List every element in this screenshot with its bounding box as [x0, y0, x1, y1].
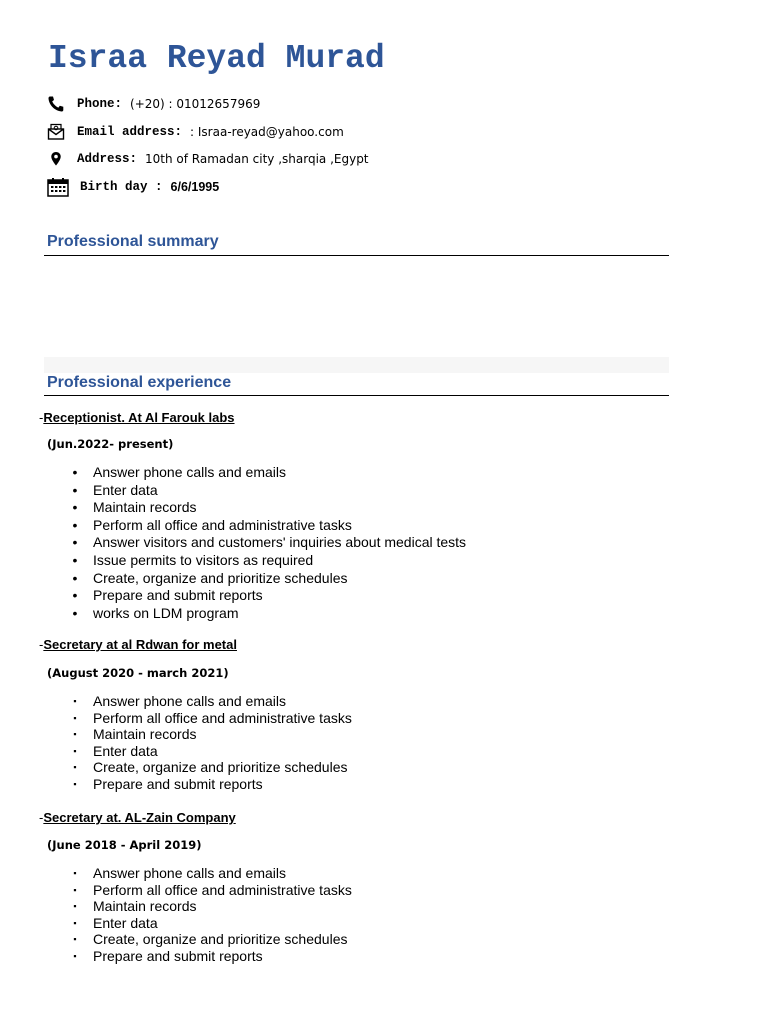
duty-text: Maintain records: [93, 499, 197, 516]
bullet-marker: ▪: [73, 934, 77, 945]
phone-value: (+20) : 01012657969: [130, 97, 261, 111]
job-dash: -: [39, 810, 44, 825]
address-label: Address:: [77, 152, 138, 166]
email-value: : Israa-reyad@yahoo.com: [190, 125, 344, 139]
job-title-text: Receptionist. At Al Farouk labs: [43, 410, 235, 425]
bullet-marker: •: [72, 516, 78, 533]
list-item: [70, 570, 466, 588]
list-item: [70, 898, 352, 915]
duty-text: Perform all office and administrative tasks: [93, 709, 352, 726]
contact-email: [47, 121, 344, 143]
list-item: [70, 710, 352, 727]
section-divider: [44, 255, 669, 256]
job-dash: -: [39, 637, 44, 652]
duty-text: Prepare and submit reports: [93, 775, 263, 792]
duty-list: [70, 865, 352, 965]
email-icon: [47, 121, 69, 143]
section-title-experience: Professional experience: [47, 374, 232, 391]
section-shade: [44, 357, 669, 373]
list-item: [70, 743, 352, 760]
duty-text: Enter data: [93, 481, 158, 498]
address-value: 10th of Ramadan city ,sharqia ,Egypt: [145, 152, 369, 166]
job-dates: (Jun.2022- present): [47, 437, 174, 451]
duty-text: Prepare and submit reports: [93, 587, 263, 604]
list-item: [70, 948, 352, 965]
list-item: [70, 482, 466, 500]
list-item: [70, 915, 352, 932]
list-item: [70, 776, 352, 793]
bullet-marker: •: [72, 587, 78, 604]
bullet-marker: ▪: [73, 778, 77, 789]
contact-address: [47, 148, 369, 170]
duty-text: Answer phone calls and emails: [93, 464, 286, 480]
bullet-marker: •: [72, 569, 78, 586]
section-title-summary: Professional summary: [47, 233, 219, 250]
list-item: [70, 726, 352, 743]
bullet-marker: ▪: [73, 868, 77, 878]
bullet-marker: •: [72, 534, 78, 551]
phone-icon: [47, 93, 69, 115]
birthday-value: 6/6/1995: [170, 180, 220, 194]
contact-phone: [47, 93, 260, 115]
list-item: [70, 693, 352, 710]
bullet-marker: ▪: [73, 884, 77, 895]
job-title-text: Secretary at al Rdwan for metal: [43, 637, 237, 652]
duty-text: Prepare and submit reports: [93, 947, 263, 964]
duty-text: works on LDM program: [93, 604, 239, 621]
duty-text: Create, organize and prioritize schedules: [93, 569, 348, 586]
job-dates: (June 2018 - April 2019): [47, 838, 202, 852]
list-item: [70, 882, 352, 899]
list-item: [70, 587, 466, 605]
bullet-marker: ▪: [73, 712, 77, 723]
bullet-marker: ▪: [73, 696, 77, 706]
list-item: [70, 931, 352, 948]
duty-text: Enter data: [93, 914, 158, 931]
list-item: [70, 605, 466, 623]
list-item: [70, 499, 466, 517]
bullet-marker: ▪: [73, 950, 77, 961]
bullet-marker: •: [72, 551, 78, 568]
bullet-marker: •: [72, 499, 78, 516]
list-item: [70, 552, 466, 570]
duty-text: Answer visitors and customers' inquiries about medical tests: [93, 534, 467, 551]
list-item: [70, 517, 466, 535]
bullet-marker: ▪: [73, 917, 77, 928]
section-divider: [44, 395, 669, 396]
duty-text: Answer phone calls and emails: [93, 693, 286, 709]
job-title: [39, 637, 237, 652]
duty-text: Answer phone calls and emails: [93, 865, 286, 881]
job-title: [39, 810, 236, 825]
list-item: [70, 759, 352, 776]
phone-label: Phone:: [77, 97, 123, 111]
duty-text: Perform all office and administrative tasks: [93, 881, 352, 898]
bullet-marker: ▪: [73, 762, 77, 773]
duty-list: [70, 693, 352, 793]
resume-name: Israa Reyad Murad: [48, 40, 385, 77]
duty-text: Maintain records: [93, 726, 197, 743]
bullet-marker: •: [72, 481, 78, 498]
calendar-icon: [47, 176, 71, 198]
job-dash: -: [39, 410, 44, 425]
duty-text: Issue permits to visitors as required: [93, 551, 314, 568]
bullet-marker: ▪: [73, 745, 77, 756]
location-pin-icon: [47, 148, 69, 170]
bullet-marker: •: [72, 604, 78, 621]
list-item: [70, 534, 466, 552]
duty-text: Create, organize and prioritize schedules: [93, 931, 348, 948]
duty-list: [70, 464, 466, 622]
job-title: [39, 410, 235, 425]
bullet-marker: ▪: [73, 729, 77, 740]
duty-text: Enter data: [93, 742, 158, 759]
contact-birthday: [47, 176, 219, 198]
bullet-marker: •: [72, 464, 78, 480]
bullet-marker: ▪: [73, 901, 77, 912]
email-label: Email address:: [77, 125, 183, 139]
list-item: [70, 865, 352, 882]
job-dates: (August 2020 - march 2021): [47, 666, 229, 680]
job-title-text: Secretary at. AL-Zain Company: [43, 810, 236, 825]
duty-text: Create, organize and prioritize schedules: [93, 759, 348, 776]
birthday-label: Birth day :: [80, 180, 163, 194]
duty-text: Maintain records: [93, 898, 197, 915]
duty-text: Perform all office and administrative tasks: [93, 516, 352, 533]
list-item: [70, 464, 466, 482]
